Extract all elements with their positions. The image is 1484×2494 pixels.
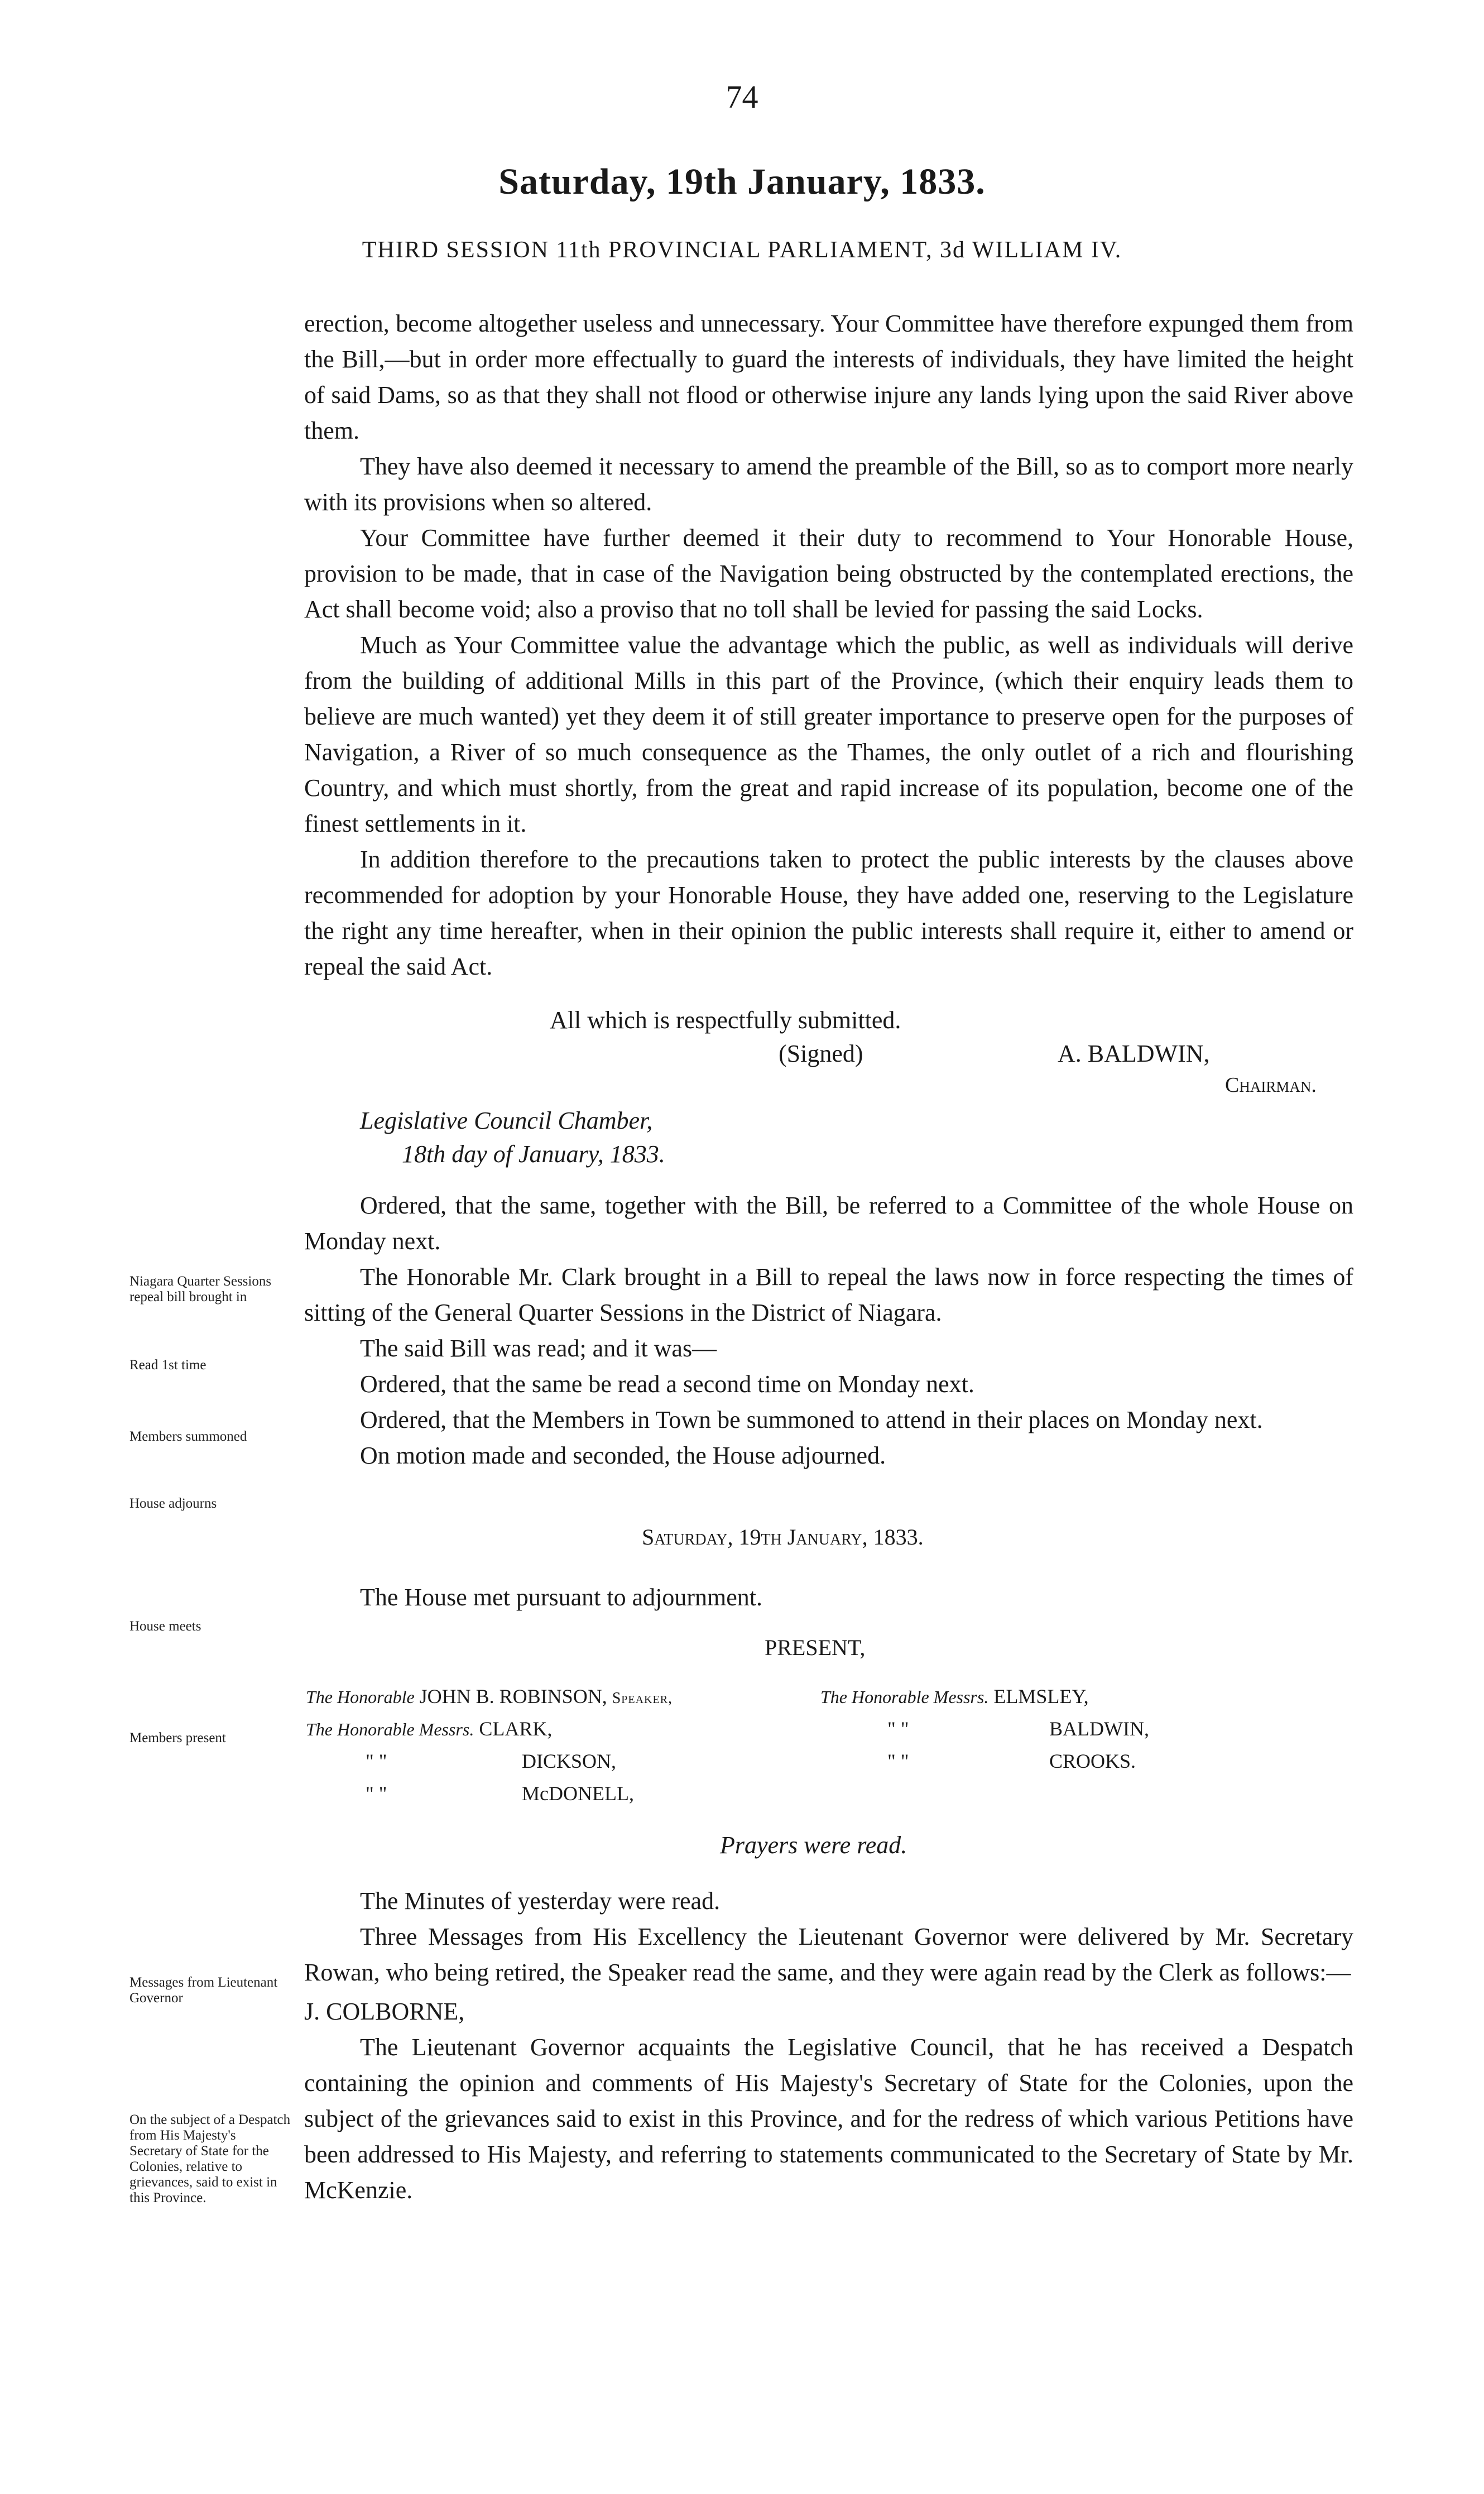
prayers-read: Prayers were read. [720, 1831, 907, 1859]
margin-note-house-meets: House meets [129, 1619, 201, 1634]
chamber-place: Legislative Council Chamber, [360, 1107, 653, 1134]
margin-note-members-present: Members present [129, 1730, 226, 1745]
ditto-right-2: " " [887, 1750, 909, 1772]
second-reading: Ordered, that the same be read a second time on Monday next. [360, 1370, 974, 1398]
speaker-title: Speaker, [612, 1690, 673, 1707]
clark-name: CLARK, [479, 1718, 553, 1740]
colborne-signature: J. COLBORNE, [304, 1998, 465, 2025]
members-summoned-text: Ordered, that the Members in Town be summoned to attend in their places on Monday next. [360, 1406, 1263, 1433]
present-row-1-left [306, 1685, 673, 1708]
second-date-heading: Saturday, 19th January, 1833. [642, 1524, 924, 1550]
paragraph-1: erection, become altogether useless and unnecessary. Your Committee have therefore expunged them from the Bill,—but in order more effectually to guard the interests of individuals, they have limited the height of said Dams, so as that they shall not flood or otherwise injure any lands lying upon the said River above them. [304, 310, 1353, 444]
submitted-line: All which is respectfully submitted. [550, 1006, 901, 1034]
mcdonell-name: McDONELL, [522, 1782, 634, 1805]
paragraph-4: Much as Your Committee value the advantage which the public, as well as individuals will derive from the building of additional Mills in this part of the Province, (which their enquiry leads them to believe are much wanted) yet they deem it of still greater importance to preserve open for the purposes of Navigation, a River of so much consequence as the Thames, the only outlet of a rich and flourishing Country, and which must shortly, from the great and rapid increase of its population, become one of the finest settlements in it. [304, 631, 1353, 837]
date-heading: Saturday, 19th January, 1833. [498, 161, 986, 202]
proceedings [304, 1188, 1353, 1474]
paragraph-5: In addition therefore to the precautions taken to protect the public interests by the clauses above recommended for adoption by your Honorable House, they have added one, reserving to the Legislature the right any time hereafter, when in their opinion the public interests shall require it, either to amend or repeal the said Act. [304, 846, 1353, 980]
clark-bill: The Honorable Mr. Clark brought in a Bill to repeal the laws now in force respecting the times of sitting of the General Quarter Sessions in the District of Niagara. [304, 1263, 1353, 1326]
chamber-date: 18th day of January, 1833. [402, 1140, 665, 1168]
messages-section [304, 1883, 1353, 2208]
despatch-message: The Lieutenant Governor acquaints the Legislative Council, that he has received a Despatch containing the opinion and comments of His Majesty's Secretary of State for the Colonies, upon the subject of the grievances said to exist in this Province, and for the redress of which various Petitions have been addressed to His Majesty, and referring to statements communicated to the Secretary of State by Mr. McKenzie. [304, 2033, 1353, 2204]
signer-title: Chairman. [1225, 1073, 1317, 1097]
paragraph-2: They have also deemed it necessary to amend the preamble of the Bill, so as to comport more nearly with its provisions when so altered. [304, 453, 1353, 516]
margin-note-members-summoned: Members summoned [129, 1429, 247, 1444]
report-body [304, 306, 1353, 985]
adjourned-text: On motion made and seconded, the House adjourned. [360, 1442, 886, 1469]
signed-label: (Signed) [779, 1040, 863, 1067]
ordered-committee: Ordered, that the same, together with the Bill, be referred to a Committee of the whole House on Monday next. [304, 1192, 1353, 1255]
margin-note-house-adjourns: House adjourns [129, 1496, 217, 1511]
baldwin-name: BALDWIN, [1049, 1718, 1149, 1740]
minutes-read: The Minutes of yesterday were read. [360, 1887, 721, 1915]
dickson-name: DICKSON, [522, 1750, 617, 1772]
present-prefix-right: The Honorable Messrs. [820, 1687, 989, 1707]
messages-delivered: Three Messages from His Excellency the Lieutenant Governor were delivered by Mr. Secretary Rowan, who being retired, the Speaker read the same, and they were again read by the Clerk as follows:— [304, 1923, 1353, 1986]
margin-note-niagara: Niagara Quarter Sessions repeal bill brought in [129, 1274, 272, 1304]
page-number: 74 [726, 79, 758, 115]
bill-read: The said Bill was read; and it was— [360, 1335, 717, 1362]
session-heading: THIRD SESSION 11th PROVINCIAL PARLIAMENT, 3d WILLIAM IV. [362, 237, 1122, 263]
ditto-left-2: " " [366, 1782, 387, 1805]
signer-name: A. BALDWIN, [1058, 1040, 1210, 1067]
present-prefix-1: The Honorable [306, 1687, 415, 1707]
house-met: The House met pursuant to adjournment. [360, 1584, 762, 1611]
present-prefix-2: The Honorable Messrs. [306, 1719, 474, 1739]
crooks-name: CROOKS. [1049, 1750, 1136, 1772]
speaker-name: JOHN B. ROBINSON, [419, 1685, 607, 1708]
paragraph-3: Your Committee have further deemed it their duty to recommend to Your Honorable House, provision to be made, that in case of the Navigation being obstructed by the contemplated erections, the Act shall become void; also a proviso that no toll shall be levied for passing the said Locks. [304, 524, 1353, 623]
margin-note-read-1st: Read 1st time [129, 1358, 206, 1373]
margin-note-despatch: On the subject of a Despatch from His Majesty's Secretary of State for the Colonies, relative to grievances, said to exist in this Province. [129, 2112, 291, 2205]
margin-note-messages: Messages from Lieutenant Governor [129, 1975, 278, 2006]
elmsley-name: ELMSLEY, [993, 1685, 1089, 1708]
present-row-2-left [306, 1717, 552, 1740]
ditto-left-1: " " [366, 1750, 387, 1772]
present-heading: PRESENT, [765, 1635, 866, 1660]
present-row-1-right [820, 1685, 1089, 1708]
ditto-right-1: " " [887, 1718, 909, 1740]
